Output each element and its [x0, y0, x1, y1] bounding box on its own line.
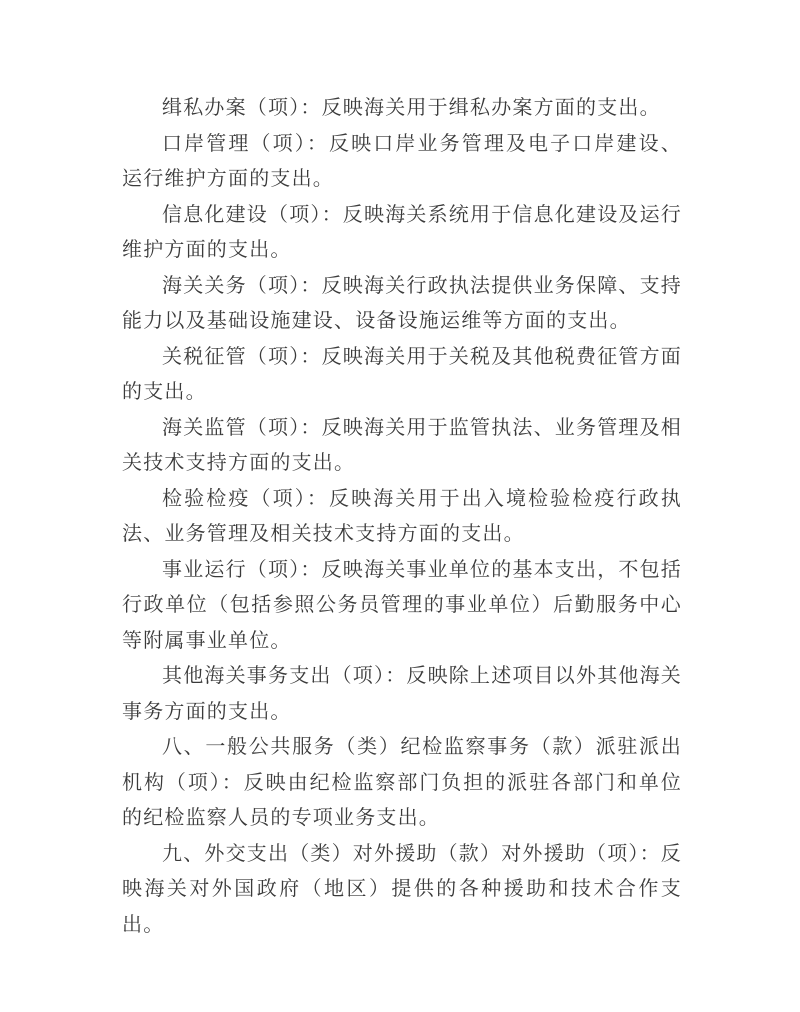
document-body — [122, 90, 682, 942]
paragraph-anti-smuggling: 缉私办案（项）：反映海关用于缉私办案方面的支出。 — [162, 95, 661, 119]
paragraph-other-customs-expenditure: 其他海关事务支出（项）：反映除上述项目以外其他海关事务方面的支出。 — [122, 663, 682, 723]
paragraph-customs-supervision: 海关监管（项）：反映海关用于监管执法、业务管理及相关技术支持方面的支出。 — [122, 414, 682, 474]
paragraph-discipline-inspection: 八、一般公共服务（类）纪检监察事务（款）派驻派出机构（项）：反映由纪检监察部门负担的派驻各部门和单位的纪检监察人员的专项业务支出。 — [122, 734, 682, 829]
paragraph-institution-operation: 事业运行（项）：反映海关事业单位的基本支出，不包括行政单位（包括参照公务员管理的事业单位）后勤服务中心等附属事业单位。 — [122, 556, 682, 652]
paragraph-informatization: 信息化建设（项）：反映海关系统用于信息化建设及运行维护方面的支出。 — [122, 201, 682, 261]
paragraph-port-management: 口岸管理（项）：反映口岸业务管理及电子口岸建设、 运行维护方面的支出。 — [122, 130, 682, 190]
paragraph-foreign-aid: 九、外交支出（类）对外援助（款）对外援助（项）：反映海关对外国政府（地区）提供的各种援助和技术合作支出。 — [122, 840, 682, 936]
paragraph-tariff-collection: 关税征管（项）：反映海关用于关税及其他税费征管方面的支出。 — [122, 343, 682, 403]
paragraph-inspection-quarantine: 检验检疫（项）：反映海关用于出入境检验检疫行政执法、业务管理及相关技术支持方面的支出。 — [122, 485, 682, 545]
paragraph-customs-affairs: 海关关务（项）：反映海关行政执法提供业务保障、支持能力以及基础设施建设、设备设施运维等方面的支出。 — [122, 272, 682, 332]
